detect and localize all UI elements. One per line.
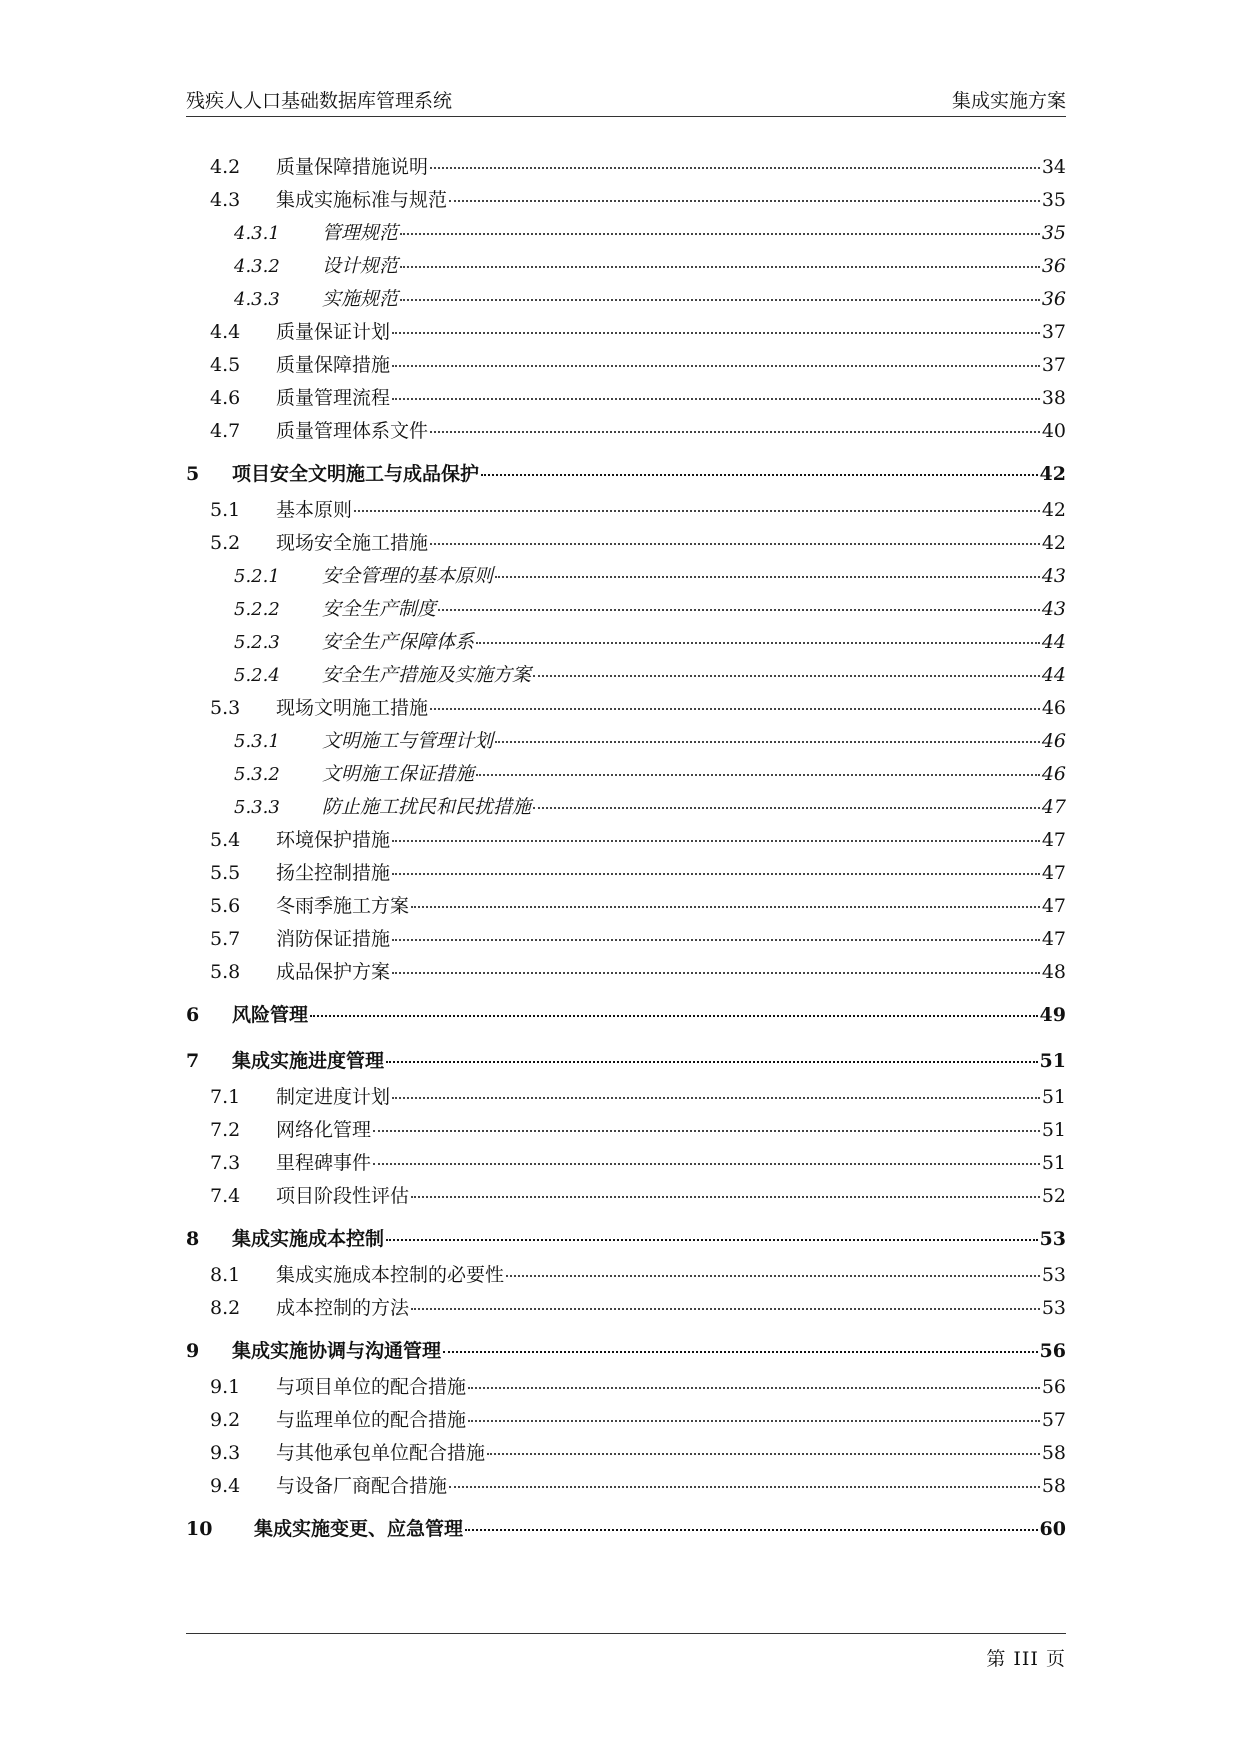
toc-entry-level2[interactable] xyxy=(186,495,1066,528)
toc-entry-number: 9.3 xyxy=(210,1442,241,1464)
toc-entry-level1[interactable] xyxy=(186,990,1066,1036)
toc-entry-title: 文明施工保证措施 xyxy=(322,763,475,785)
header-section-title: 集成实施方案 xyxy=(951,90,1066,112)
toc-entry-number: 5 xyxy=(186,463,200,485)
page-header xyxy=(186,86,1066,117)
toc-entry-number: 4.7 xyxy=(210,420,241,442)
toc-entry-number: 5.8 xyxy=(210,961,241,983)
toc-entry-title: 防止施工扰民和民扰措施 xyxy=(322,796,532,818)
toc-entry-title: 网络化管理 xyxy=(276,1119,372,1141)
toc-entry-page-number: 35 xyxy=(1041,189,1066,211)
toc-dot-leader xyxy=(430,431,1040,433)
toc-entry-title: 质量保障措施 xyxy=(276,354,391,376)
toc-entry-title: 安全生产制度 xyxy=(322,598,437,620)
toc-dot-leader xyxy=(481,474,1038,476)
toc-entry-title: 集成实施变更、应急管理 xyxy=(254,1518,464,1540)
toc-dot-leader xyxy=(468,1420,1040,1422)
toc-entry-page-number: 44 xyxy=(1041,631,1066,653)
toc-entry-number: 10 xyxy=(186,1518,213,1540)
toc-entry-level2[interactable] xyxy=(186,924,1066,957)
toc-dot-leader xyxy=(468,1387,1040,1389)
toc-entry-page-number: 58 xyxy=(1041,1475,1066,1497)
toc-entry-page-number: 58 xyxy=(1041,1442,1066,1464)
toc-entry-page-number: 46 xyxy=(1041,697,1066,719)
toc-entry-number: 8.1 xyxy=(210,1264,241,1286)
toc-dot-leader xyxy=(392,332,1040,334)
toc-entry-page-number: 56 xyxy=(1041,1376,1066,1398)
toc-entry-level2[interactable] xyxy=(186,1471,1066,1504)
toc-entry-level3[interactable] xyxy=(186,660,1066,693)
toc-dot-leader xyxy=(438,609,1040,611)
toc-entry-title: 基本原则 xyxy=(276,499,353,521)
table-of-contents xyxy=(186,152,1066,1550)
toc-entry-number: 9 xyxy=(186,1340,200,1362)
toc-entry-page-number: 53 xyxy=(1041,1297,1066,1319)
toc-entry-title: 与监理单位的配合措施 xyxy=(276,1409,467,1431)
toc-entry-page-number: 42 xyxy=(1039,463,1066,485)
toc-entry-title: 与设备厂商配合措施 xyxy=(276,1475,448,1497)
toc-dot-leader xyxy=(411,906,1040,908)
toc-entry-number: 6 xyxy=(186,1004,200,1026)
toc-entry-title: 安全生产措施及实施方案 xyxy=(322,664,532,686)
page-number-suffix: 页 xyxy=(1045,1648,1066,1670)
toc-dot-leader xyxy=(506,1275,1040,1277)
toc-entry-page-number: 51 xyxy=(1041,1152,1066,1174)
toc-entry-number: 4.3.1 xyxy=(234,223,280,244)
toc-entry-level1[interactable] xyxy=(186,1326,1066,1372)
toc-entry-number: 5.3 xyxy=(210,697,241,719)
toc-entry-level2[interactable] xyxy=(186,416,1066,449)
toc-dot-leader xyxy=(392,972,1040,974)
toc-entry-level2[interactable] xyxy=(186,1405,1066,1438)
toc-entry-number: 5.5 xyxy=(210,862,241,884)
toc-entry-page-number: 49 xyxy=(1039,1004,1066,1026)
toc-entry-level2[interactable] xyxy=(186,152,1066,185)
toc-entry-title: 项目阶段性评估 xyxy=(276,1185,410,1207)
toc-entry-title: 实施规范 xyxy=(322,288,399,310)
toc-dot-leader xyxy=(400,233,1040,235)
toc-entry-number: 4.3.3 xyxy=(234,289,280,310)
toc-entry-title: 质量保证计划 xyxy=(276,321,391,343)
toc-dot-leader xyxy=(465,1529,1038,1531)
toc-entry-level3[interactable] xyxy=(186,284,1066,317)
toc-entry-number: 4.6 xyxy=(210,387,241,409)
toc-entry-level2[interactable] xyxy=(186,1082,1066,1115)
toc-entry-number: 5.1 xyxy=(210,499,241,521)
toc-dot-leader xyxy=(392,1097,1040,1099)
toc-entry-title: 现场安全施工措施 xyxy=(276,532,429,554)
toc-entry-title: 与其他承包单位配合措施 xyxy=(276,1442,486,1464)
toc-entry-title: 项目安全文明施工与成品保护 xyxy=(232,463,480,485)
toc-entry-number: 5.2.1 xyxy=(234,566,280,587)
toc-entry-title: 成本控制的方法 xyxy=(276,1297,410,1319)
toc-dot-leader xyxy=(476,642,1040,644)
toc-entry-title: 集成实施协调与沟通管理 xyxy=(232,1340,442,1362)
toc-entry-title: 集成实施标准与规范 xyxy=(276,189,448,211)
toc-entry-page-number: 43 xyxy=(1041,565,1066,587)
toc-entry-page-number: 48 xyxy=(1041,961,1066,983)
toc-dot-leader xyxy=(392,840,1040,842)
toc-entry-number: 5.2 xyxy=(210,532,241,554)
toc-entry-level2[interactable] xyxy=(186,825,1066,858)
toc-entry-title: 集成实施进度管理 xyxy=(232,1050,385,1072)
toc-entry-level2[interactable] xyxy=(186,383,1066,416)
toc-entry-page-number: 35 xyxy=(1041,222,1066,244)
toc-entry-number: 7.4 xyxy=(210,1185,241,1207)
toc-entry-page-number: 56 xyxy=(1039,1340,1066,1362)
toc-entry-page-number: 37 xyxy=(1041,354,1066,376)
toc-entry-title: 风险管理 xyxy=(232,1004,309,1026)
toc-dot-leader xyxy=(430,167,1040,169)
toc-entry-level3[interactable] xyxy=(186,627,1066,660)
toc-entry-level2[interactable] xyxy=(186,350,1066,383)
toc-entry-page-number: 40 xyxy=(1041,420,1066,442)
toc-entry-page-number: 47 xyxy=(1041,796,1066,818)
toc-entry-page-number: 46 xyxy=(1041,763,1066,785)
toc-entry-level3[interactable] xyxy=(186,594,1066,627)
toc-entry-title: 制定进度计划 xyxy=(276,1086,391,1108)
toc-entry-number: 8 xyxy=(186,1228,200,1250)
toc-dot-leader xyxy=(449,200,1040,202)
toc-dot-leader xyxy=(411,1308,1040,1310)
toc-entry-page-number: 42 xyxy=(1041,499,1066,521)
toc-entry-level3[interactable] xyxy=(186,561,1066,594)
toc-dot-leader xyxy=(533,807,1040,809)
toc-entry-title: 质量管理体系文件 xyxy=(276,420,429,442)
toc-entry-number: 5.3.3 xyxy=(234,797,280,818)
toc-dot-leader xyxy=(310,1015,1038,1017)
toc-entry-number: 5.2.3 xyxy=(234,632,280,653)
toc-entry-level2[interactable] xyxy=(186,528,1066,561)
page-number xyxy=(986,1644,1066,1671)
toc-dot-leader xyxy=(386,1239,1038,1241)
toc-dot-leader xyxy=(373,1130,1040,1132)
toc-entry-level2[interactable] xyxy=(186,1260,1066,1293)
toc-entry-level2[interactable] xyxy=(186,1181,1066,1214)
toc-entry-level2[interactable] xyxy=(186,1115,1066,1148)
toc-entry-level3[interactable] xyxy=(186,218,1066,251)
toc-entry-level2[interactable] xyxy=(186,1438,1066,1471)
toc-entry-number: 7.3 xyxy=(210,1152,241,1174)
toc-entry-title: 安全生产保障体系 xyxy=(322,631,475,653)
toc-entry-number: 9.1 xyxy=(210,1376,241,1398)
toc-entry-page-number: 44 xyxy=(1041,664,1066,686)
toc-entry-title: 安全管理的基本原则 xyxy=(322,565,494,587)
toc-entry-number: 5.2.2 xyxy=(234,599,280,620)
toc-entry-page-number: 46 xyxy=(1041,730,1066,752)
toc-entry-page-number: 51 xyxy=(1041,1119,1066,1141)
toc-entry-number: 5.3.2 xyxy=(234,764,280,785)
toc-entry-level3[interactable] xyxy=(186,726,1066,759)
toc-entry-number: 4.3.2 xyxy=(234,256,280,277)
toc-entry-page-number: 51 xyxy=(1039,1050,1066,1072)
toc-entry-title: 扬尘控制措施 xyxy=(276,862,391,884)
toc-entry-title: 集成实施成本控制的必要性 xyxy=(276,1264,505,1286)
toc-entry-number: 7.2 xyxy=(210,1119,241,1141)
toc-entry-number: 4.4 xyxy=(210,321,241,343)
toc-dot-leader xyxy=(386,1061,1038,1063)
toc-dot-leader xyxy=(400,266,1040,268)
toc-entry-title: 质量管理流程 xyxy=(276,387,391,409)
toc-entry-level2[interactable] xyxy=(186,317,1066,350)
toc-entry-page-number: 53 xyxy=(1039,1228,1066,1250)
toc-entry-level3[interactable] xyxy=(186,759,1066,792)
toc-dot-leader xyxy=(373,1163,1040,1165)
toc-entry-level1[interactable] xyxy=(186,449,1066,495)
toc-entry-level1[interactable] xyxy=(186,1504,1066,1550)
toc-dot-leader xyxy=(449,1486,1040,1488)
toc-entry-title: 里程碑事件 xyxy=(276,1152,372,1174)
toc-entry-level1[interactable] xyxy=(186,1214,1066,1260)
toc-entry-title: 管理规范 xyxy=(322,222,399,244)
toc-dot-leader xyxy=(411,1196,1040,1198)
toc-entry-level3[interactable] xyxy=(186,251,1066,284)
toc-entry-number: 9.2 xyxy=(210,1409,241,1431)
toc-entry-number: 7.1 xyxy=(210,1086,241,1108)
toc-entry-number: 8.2 xyxy=(210,1297,241,1319)
toc-entry-level2[interactable] xyxy=(186,1372,1066,1405)
toc-entry-page-number: 53 xyxy=(1041,1264,1066,1286)
toc-dot-leader xyxy=(392,365,1040,367)
toc-entry-page-number: 42 xyxy=(1041,532,1066,554)
toc-entry-page-number: 37 xyxy=(1041,321,1066,343)
toc-dot-leader xyxy=(487,1453,1040,1455)
toc-entry-number: 5.7 xyxy=(210,928,241,950)
toc-entry-number: 5.6 xyxy=(210,895,241,917)
toc-entry-page-number: 57 xyxy=(1041,1409,1066,1431)
toc-dot-leader xyxy=(495,576,1040,578)
toc-entry-page-number: 47 xyxy=(1041,862,1066,884)
toc-entry-title: 质量保障措施说明 xyxy=(276,156,429,178)
toc-entry-level2[interactable] xyxy=(186,1148,1066,1181)
toc-dot-leader xyxy=(533,675,1040,677)
toc-dot-leader xyxy=(354,510,1040,512)
toc-entry-number: 5.4 xyxy=(210,829,241,851)
toc-entry-page-number: 47 xyxy=(1041,829,1066,851)
toc-entry-number: 4.3 xyxy=(210,189,241,211)
toc-entry-title: 设计规范 xyxy=(322,255,399,277)
toc-entry-number: 7 xyxy=(186,1050,200,1072)
page-number-prefix: 第 xyxy=(986,1648,1007,1670)
toc-dot-leader xyxy=(392,398,1040,400)
toc-entry-page-number: 36 xyxy=(1041,288,1066,310)
toc-entry-page-number: 34 xyxy=(1041,156,1066,178)
toc-entry-level2[interactable] xyxy=(186,185,1066,218)
toc-dot-leader xyxy=(430,543,1040,545)
toc-dot-leader xyxy=(476,774,1040,776)
header-document-title: 残疾人人口基础数据库管理系统 xyxy=(186,90,453,112)
toc-entry-page-number: 60 xyxy=(1039,1518,1066,1540)
toc-entry-level2[interactable] xyxy=(186,858,1066,891)
toc-entry-title: 成品保护方案 xyxy=(276,961,391,983)
toc-entry-page-number: 47 xyxy=(1041,928,1066,950)
toc-entry-title: 冬雨季施工方案 xyxy=(276,895,410,917)
toc-entry-level1[interactable] xyxy=(186,1036,1066,1082)
toc-entry-number: 5.3.1 xyxy=(234,731,280,752)
page-footer xyxy=(186,1633,1066,1670)
toc-entry-number: 9.4 xyxy=(210,1475,241,1497)
toc-entry-number: 4.5 xyxy=(210,354,241,376)
toc-dot-leader xyxy=(443,1351,1038,1353)
toc-entry-level2[interactable] xyxy=(186,891,1066,924)
toc-entry-page-number: 52 xyxy=(1041,1185,1066,1207)
toc-entry-level2[interactable] xyxy=(186,693,1066,726)
toc-entry-level2[interactable] xyxy=(186,1293,1066,1326)
toc-entry-page-number: 36 xyxy=(1041,255,1066,277)
toc-entry-title: 与项目单位的配合措施 xyxy=(276,1376,467,1398)
toc-entry-number: 5.2.4 xyxy=(234,665,280,686)
toc-entry-title: 消防保证措施 xyxy=(276,928,391,950)
toc-entry-title: 文明施工与管理计划 xyxy=(322,730,494,752)
toc-dot-leader xyxy=(400,299,1040,301)
toc-entry-page-number: 43 xyxy=(1041,598,1066,620)
toc-entry-level2[interactable] xyxy=(186,957,1066,990)
toc-entry-page-number: 38 xyxy=(1041,387,1066,409)
toc-entry-page-number: 47 xyxy=(1041,895,1066,917)
toc-entry-title: 现场文明施工措施 xyxy=(276,697,429,719)
toc-dot-leader xyxy=(392,873,1040,875)
page-number-value: III xyxy=(1013,1648,1039,1670)
toc-dot-leader xyxy=(392,939,1040,941)
toc-entry-level3[interactable] xyxy=(186,792,1066,825)
toc-dot-leader xyxy=(495,741,1040,743)
toc-entry-title: 集成实施成本控制 xyxy=(232,1228,385,1250)
toc-entry-title: 环境保护措施 xyxy=(276,829,391,851)
toc-dot-leader xyxy=(430,708,1040,710)
toc-entry-number: 4.2 xyxy=(210,156,241,178)
toc-entry-page-number: 51 xyxy=(1041,1086,1066,1108)
